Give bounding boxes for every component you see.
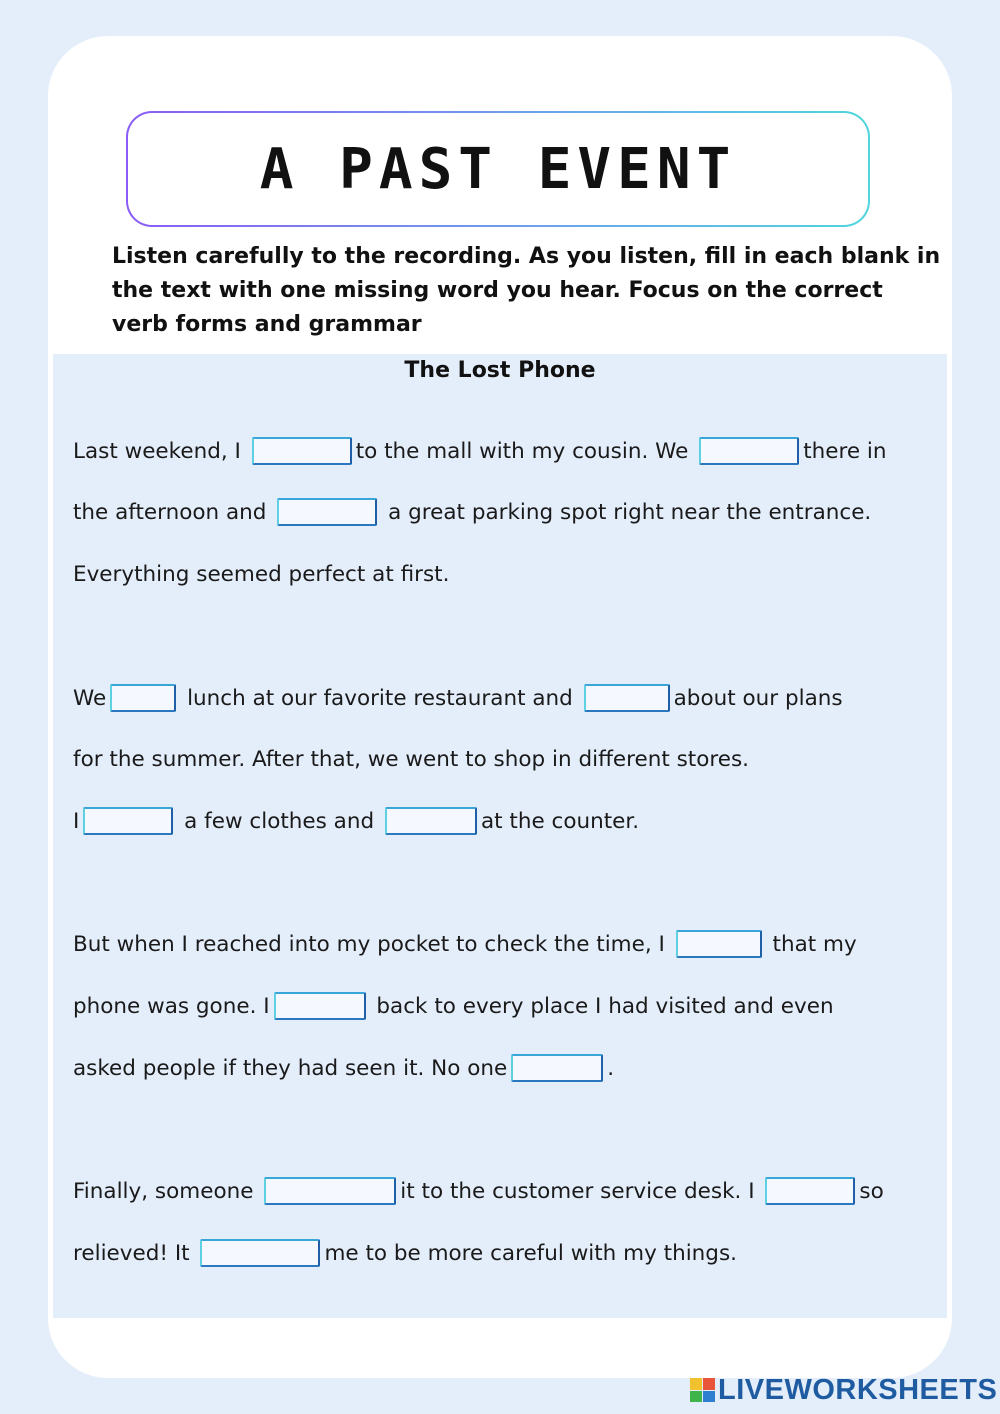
- story-text: Finally, someone: [73, 1178, 261, 1204]
- story-line: [73, 990, 834, 1022]
- story-text: a great parking spot right near the entrance.: [381, 499, 872, 525]
- story-text: a few clothes and: [177, 808, 381, 834]
- story-text: about our plans: [673, 685, 843, 711]
- title-banner: [126, 111, 870, 227]
- story-text: phone was gone. I: [73, 993, 270, 1019]
- story-text: We: [73, 685, 107, 711]
- story-title: The Lost Phone: [404, 358, 596, 383]
- story-text: the afternoon and: [73, 499, 274, 525]
- story-line: [73, 743, 749, 775]
- story-line: [73, 682, 843, 714]
- story-line: [73, 805, 639, 837]
- answer-blank[interactable]: [252, 437, 352, 465]
- answer-blank[interactable]: [274, 992, 366, 1020]
- story-text: Last weekend, I: [73, 438, 248, 464]
- logo-text: LIVEWORKSHEETS: [718, 1373, 998, 1406]
- answer-blank[interactable]: [584, 684, 670, 712]
- story-text: .: [607, 1055, 615, 1081]
- story-text: back to every place I had visited and even: [369, 993, 834, 1019]
- story-text: that my: [765, 931, 857, 957]
- story-line: [73, 558, 449, 590]
- story-text: so: [859, 1178, 884, 1204]
- story-panel: [53, 354, 947, 1318]
- story-line: [73, 928, 857, 960]
- story-line: [73, 435, 887, 467]
- answer-blank[interactable]: [699, 437, 799, 465]
- story-text: lunch at our favorite restaurant and: [180, 685, 580, 711]
- story-line: [73, 496, 871, 528]
- story-text: there in: [803, 438, 887, 464]
- story-text: asked people if they had seen it. No one: [73, 1055, 508, 1081]
- page-title: A PAST EVENT: [259, 136, 737, 202]
- liveworksheets-logo[interactable]: [690, 1374, 997, 1406]
- answer-blank[interactable]: [676, 930, 762, 958]
- answer-blank[interactable]: [385, 807, 477, 835]
- answer-blank[interactable]: [264, 1177, 396, 1205]
- story-line: [73, 1175, 884, 1207]
- story-text: at the counter.: [480, 808, 640, 834]
- story-text: to the mall with my cousin. We: [355, 438, 696, 464]
- answer-blank[interactable]: [277, 498, 377, 526]
- story-text: relieved! It: [73, 1240, 197, 1266]
- story-text: But when I reached into my pocket to check the time, I: [73, 931, 672, 957]
- answer-blank[interactable]: [110, 684, 176, 712]
- liveworksheets-mark-icon: [690, 1378, 714, 1402]
- answer-blank[interactable]: [200, 1239, 320, 1267]
- answer-blank[interactable]: [511, 1054, 603, 1082]
- story-text: Everything seemed perfect at first.: [73, 561, 450, 587]
- story-line: [73, 1237, 737, 1269]
- answer-blank[interactable]: [765, 1177, 855, 1205]
- story-text: for the summer. After that, we went to shop in different stores.: [73, 746, 750, 772]
- story-line: [73, 1052, 614, 1084]
- story-text: I: [73, 808, 80, 834]
- instructions-text: Listen carefully to the recording. As you listen, fill in each blank in the text with one missing word you hear. Focus on the correct verb forms and grammar: [112, 244, 941, 337]
- answer-blank[interactable]: [83, 807, 173, 835]
- story-text: me to be more careful with my things.: [324, 1240, 737, 1266]
- story-text: it to the customer service desk. I: [400, 1178, 762, 1204]
